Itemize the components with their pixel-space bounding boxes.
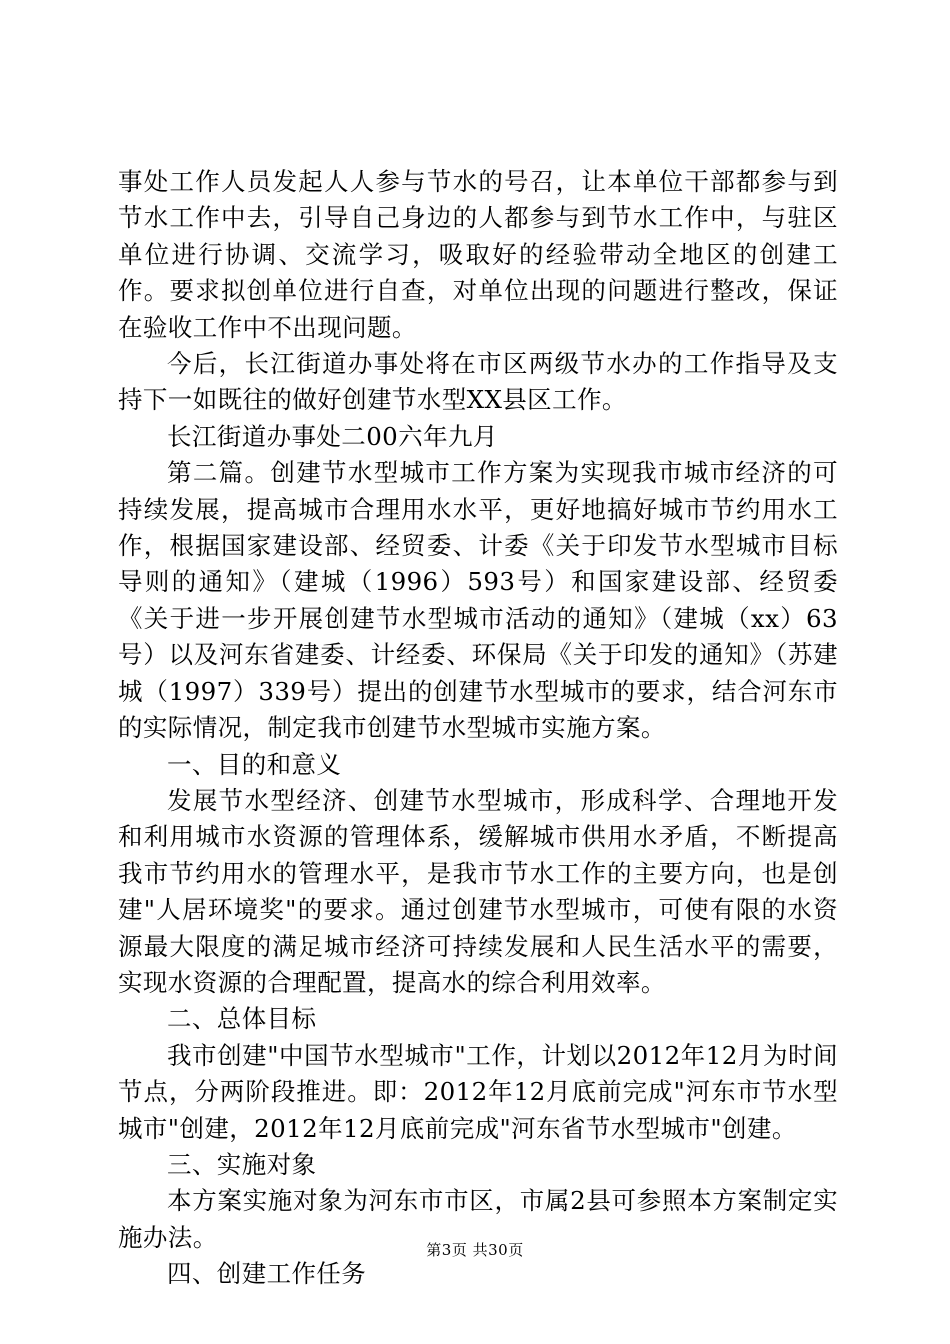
paragraph-second-article: 第二篇。创建节水型城市工作方案为实现我市城市经济的可持续发展，提高城市合理用水水平，更好地搞好城市节约用水工作，根据国家建设部、经贸委、计委《关于印发节水型城市目标导则的通知》（建城（1996）593号）和国家建设部、经贸委《关于进一步开展创建节水型城市活动的通知》（建城（xx）63号）以及河东省建委、计经委、环保局《关于印发的通知》（苏建城（1997）339号）提出的创建节水型城市的要求，结合河东市的实际情况，制定我市创建节水型城市实施方案。 (118, 458, 838, 743)
signature-date: 长江街道办事处二00六年九月 (167, 421, 498, 451)
section-heading-goals: 二、总体目标 (167, 1004, 317, 1034)
paragraph-future-plan: 今后，长江街道办事处将在市区两级节水办的工作指导及支持下一如既往的做好创建节水型XX县区工作。 (118, 349, 838, 415)
paragraph-continuation: 事处工作人员发起人人参与节水的号召，让本单位干部都参与到节水工作中去，引导自己身边的人都参与到节水工作中，与驻区单位进行协调、交流学习，吸取好的经验带动全地区的创建工作。要求拟创单位进行自查，对单位出现的问题进行整改，保证在验收工作中不出现问题。 (118, 167, 838, 342)
section-heading-purpose: 一、目的和意义 (167, 749, 342, 779)
document-body (118, 164, 838, 1293)
paragraph-goals: 我市创建"中国节水型城市"工作，计划以2012年12月为时间节点，分两阶段推进。即：2012年12月底前完成"河东市节水型城市"创建，2012年12月底前完成"河东省节水型城市"创建。 (118, 1040, 838, 1143)
paragraph-purpose: 发展节水型经济、创建节水型城市，形成科学、合理地开发和利用城市水资源的管理体系，缓解城市供用水矛盾，不断提高我市节约用水的管理水平，是我市节水工作的主要方向，也是创建"人居环境奖"的要求。通过创建节水型城市，可使有限的水资源最大限度的满足城市经济可持续发展和人民生活水平的需要，实现水资源的合理配置，提高水的综合利用效率。 (118, 785, 838, 997)
page-number-footer: 第3页 共30页 (426, 1241, 524, 1259)
section-heading-targets: 三、实施对象 (167, 1149, 317, 1179)
paragraph-targets: 本方案实施对象为河东市市区，市属2县可参照本方案制定实施办法。 (118, 1186, 838, 1252)
section-heading-tasks: 四、创建工作任务 (167, 1259, 367, 1289)
